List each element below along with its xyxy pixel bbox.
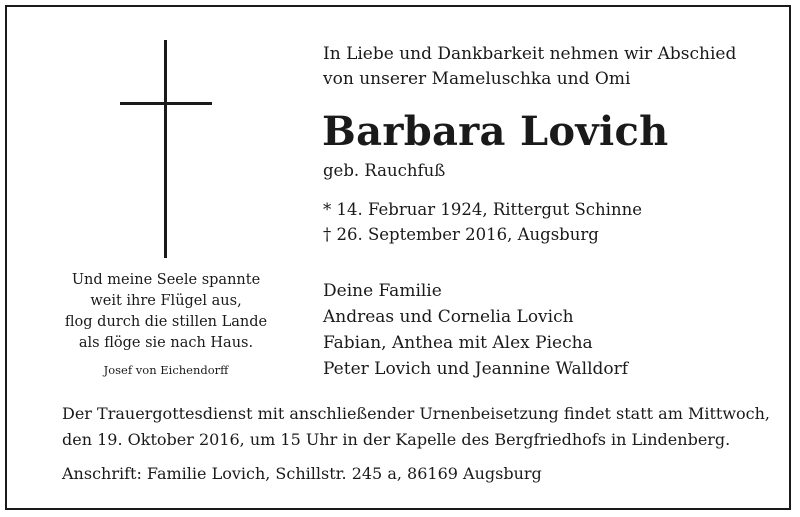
mourners-list	[323, 278, 628, 382]
mourner-line: Andreas und Cornelia Lovich	[323, 307, 574, 327]
deceased-name: Barbara Lovich	[322, 108, 669, 155]
poem-line: flog durch die stillen Lande	[64, 314, 268, 330]
poem-line: als flöge sie nach Haus.	[78, 335, 254, 351]
cross-horizontal-bar	[120, 102, 212, 105]
poem-line: weit ihre Flügel aus,	[90, 293, 242, 309]
service-announcement	[62, 401, 770, 453]
life-dates	[323, 197, 642, 247]
maiden-name: geb. Rauchfuß	[323, 161, 446, 180]
poem-author: Josef von Eichendorff	[103, 363, 229, 377]
mourner-line: Peter Lovich und Jeannine Walldorf	[323, 359, 629, 379]
poem-quote	[38, 270, 294, 381]
intro-text	[323, 42, 736, 92]
service-line-1: Der Trauergottesdienst mit anschließender Urnenbeisetzung findet statt am Mittwoch,	[62, 404, 770, 423]
birth-date: * 14. Februar 1924, Rittergut Schinne	[323, 200, 642, 219]
poem-line: Und meine Seele spannte	[71, 272, 261, 288]
service-line-2: den 19. Oktober 2016, um 15 Uhr in der Kapelle des Bergfriedhofs in Lindenberg.	[62, 430, 731, 449]
death-date: † 26. September 2016, Augsburg	[323, 225, 599, 244]
intro-line-2: von unserer Mameluschka und Omi	[323, 69, 631, 89]
intro-line-1: In Liebe und Dankbarkeit nehmen wir Abschied	[323, 44, 737, 64]
mourner-line: Deine Familie	[323, 281, 442, 301]
cross-vertical-bar	[164, 40, 167, 258]
contact-address: Anschrift: Familie Lovich, Schillstr. 245 a, 86169 Augsburg	[62, 464, 542, 483]
mourner-line: Fabian, Anthea mit Alex Piecha	[323, 333, 593, 353]
